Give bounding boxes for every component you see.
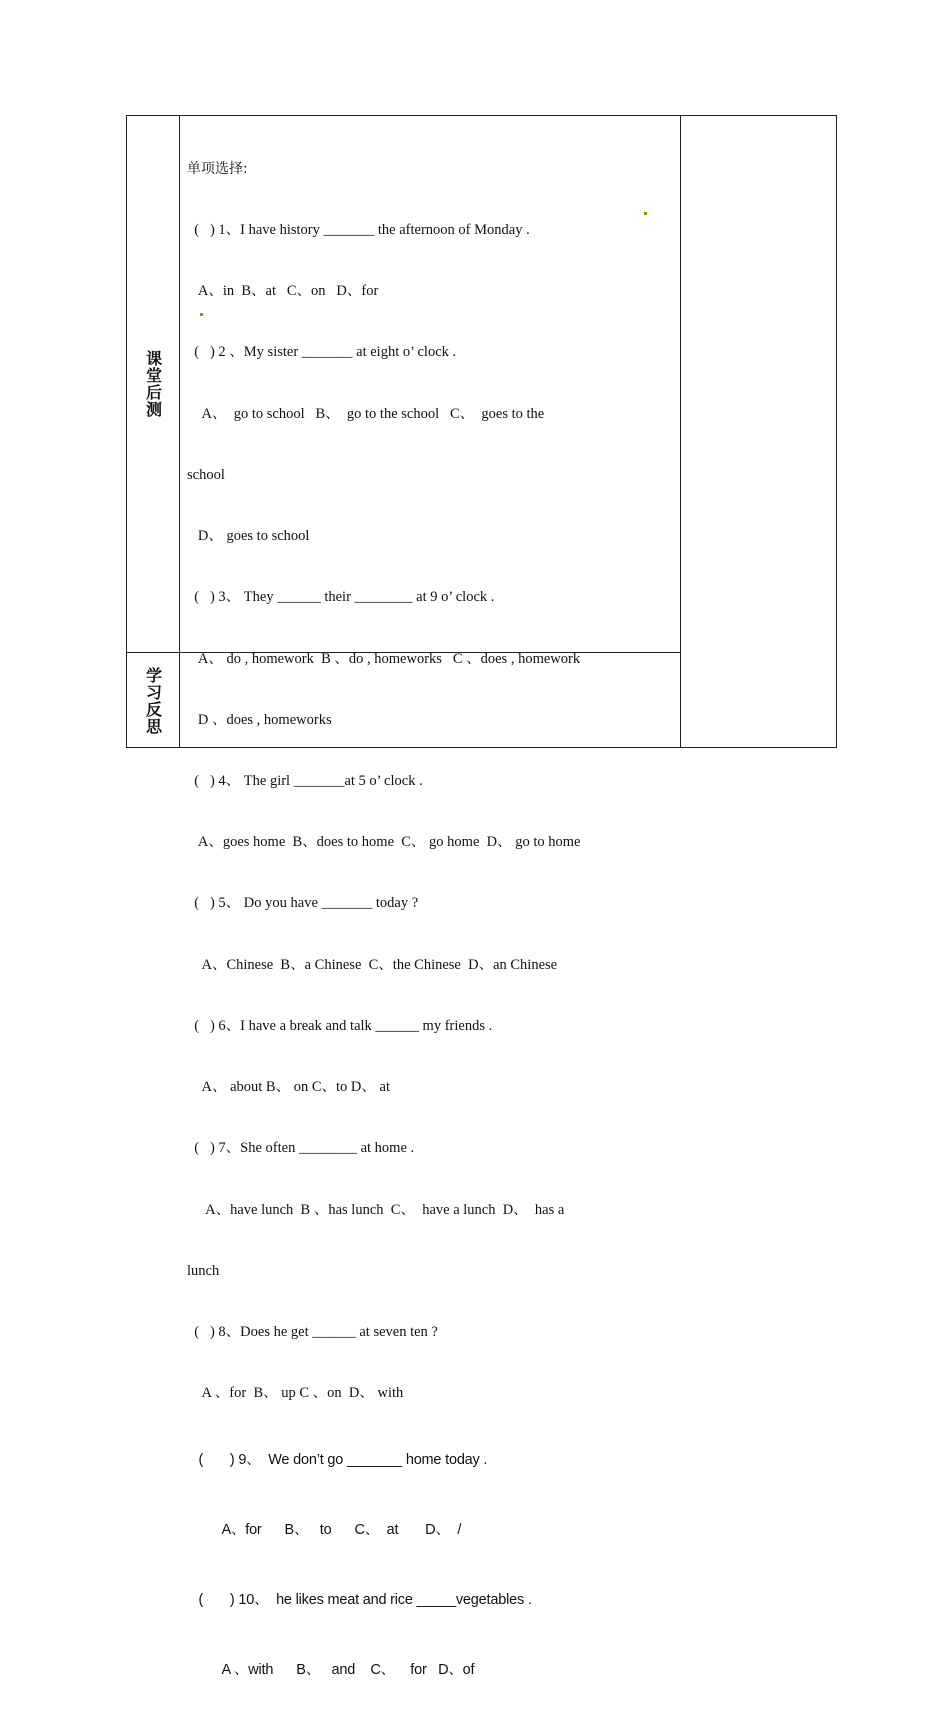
quiz-line: D、 goes to school [187,528,310,545]
quiz-line: ( ) 2 、My sister _______ at eight o’ clock . [187,344,457,361]
quiz-line: A、in B、at C、on D、for [187,283,379,300]
quiz-line: A 、with B、 and C、 for D、of [187,1661,475,1678]
stray-mark [200,313,203,316]
quiz-line: ( ) 3、 They ______ their ________ at 9 o’ clock . [187,589,495,606]
section-title: 单项选择: [187,160,248,177]
quiz-line: lunch [187,1262,220,1279]
quiz-line: A、 about B、 on C、to D、 at [187,1079,390,1096]
quiz-line: A、Chinese B、a Chinese C、the Chinese D、an Chinese [187,956,558,973]
quiz-line: ( ) 6、I have a break and talk ______ my friends . [187,1017,493,1034]
side-label-after-class-test-text: 课堂后测 [143,350,163,418]
quiz-line: ( ) 8、Does he get ______ at seven ten ? [187,1323,438,1340]
quiz-line: ( ) 7、She often ________ at home . [187,1140,415,1157]
quiz-line: D 、does , homeworks [187,711,332,728]
quiz-line: school [187,466,225,483]
quiz-line: ( ) 5、 Do you have _______ today ? [187,895,419,912]
stray-mark [644,212,647,215]
quiz-line: ( ) 4、 The girl _______at 5 o’ clock . [187,773,423,789]
worksheet-table [126,115,837,1678]
quiz-line: ( ) 1、I have history _______ the afternoon of Monday . [187,222,530,239]
quiz-line: A、for B、 to C、 at D、 / [187,1522,462,1539]
side-label-reflection [127,653,179,748]
quiz-content [187,118,673,1726]
quiz-line: A、 go to school B、 go to the school C、 goes to the [187,405,545,422]
side-label-reflection-text: 学习反思 [143,666,163,735]
quiz-line: A、 do , homework B 、do , homeworks C 、does , homework [187,650,581,667]
quiz-line: A、have lunch B 、has lunch C、 have a lunch D、 has a [187,1201,565,1218]
side-label-after-class-test [127,116,179,652]
quiz-line: ( ) 10、 he likes meat and rice _____vegetables . [187,1592,532,1609]
quiz-line: A、goes home B、does to home C、 go home D、 go to home [187,834,581,851]
quiz-line: ( ) 9、 We don’t go _______ home today . [187,1452,488,1469]
quiz-line: A 、for B、 up C 、on D、 with [187,1385,404,1402]
